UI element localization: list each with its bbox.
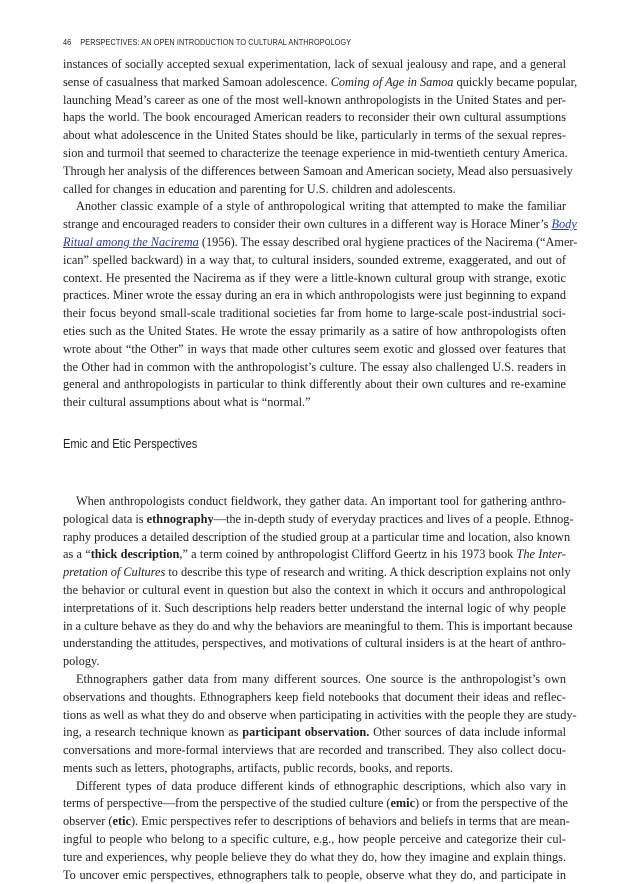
text-line: Another classic example of a style of anthropological writing that attempted to make the familiar <box>76 199 566 214</box>
text-line: the behavior or cultural event in question but also the context in which it occurs and anthropological <box>63 582 566 597</box>
text-line: interpretations of it. Such descriptions help readers better understand the internal logic of why people <box>63 600 566 615</box>
text-line: conversations and more-formal interviews that are recorded and transcribed. They also collect docu- <box>63 743 566 758</box>
text-line: haps the world. The book encouraged American readers to reconsider their own cultural assumptions <box>63 110 566 125</box>
text-line: Ethnographers gather data from many different sources. One source is the anthropologist’s own <box>76 671 566 686</box>
text-line: their focus beyond small-scale traditional societies far from home to large-scale post-industrial soci- <box>63 306 566 321</box>
section-spacer <box>63 453 566 493</box>
text-line: When anthropologists conduct fieldwork, they gather data. An important tool for gathering anthro- <box>76 493 566 508</box>
term-ethnography: ethnography <box>146 511 214 526</box>
section-spacer <box>63 412 566 435</box>
term-etic: etic <box>112 814 131 829</box>
section-heading: Emic and Etic Perspectives <box>63 436 198 451</box>
text-line: pological data is ethnography—the in-depth study of everyday practices and lives of a people. Ethnog- <box>63 511 574 526</box>
text-line: the Other had in common with the anthropologist’s culture. The essay also challenged U.S. readers in <box>63 359 566 374</box>
text-line: ture and experiences, why people believe they do what they do, how they imagine and explain things. <box>63 849 566 864</box>
paragraph-emic-etic <box>63 778 570 884</box>
text-line: Different types of data produce different kinds of ethnographic descriptions, which also vary in <box>76 778 566 793</box>
text-line: instances of socially accepted sexual experimentation, lack of sexual jealousy and rape, and a general <box>63 57 566 71</box>
text-line: observations and thoughts. Ethnographers keep field notebooks that document their ideas and reflec- <box>63 689 566 704</box>
running-header <box>63 37 351 47</box>
text-line: their cultural assumptions about what is “normal.” <box>63 395 311 410</box>
book-title-continued: pretation of Cultures <box>63 565 166 580</box>
text-line: sion and turmoil that seemed to characterize the teenage experience in mid-twentieth century America. <box>63 145 568 160</box>
text-line: understanding the attitudes, perspectives, and motivations of cultural insiders is at the heart of anthro- <box>63 636 566 651</box>
text-line: raphy produces a detailed description of the studied group at a particular time and location, also known <box>63 529 571 544</box>
paragraph-nacirema <box>63 198 578 412</box>
paragraph-ethnography <box>63 493 574 671</box>
text-line: ican” spelled backward) in a way that, to cultural insiders, sounded extreme, exaggerated, and out of <box>63 252 566 267</box>
paragraph-data-sources <box>63 671 577 778</box>
text-line: as a “thick description,” a term coined by anthropologist Clifford Geertz in his 1973 book The Inter- <box>63 547 566 562</box>
text-line: in a culture behave as they do and why the behaviors are meaningful to them. This is important because <box>63 618 573 633</box>
text-line: about what adolescence in the United States should be like, particularly in terms of the sexual repres- <box>63 128 566 143</box>
text-line: pretation of Cultures to describe this type of research and writing. A thick description explains not only <box>63 565 571 580</box>
text-line: strange and encouraged readers to consider their own cultures in a different way is Horace Miner’s Body <box>63 217 577 232</box>
text-line: general and anthropologists in particular to think differently about their own cultures and re-examine <box>63 377 566 392</box>
term-participant-observation: participant observation. <box>242 725 370 740</box>
text-line: practices. Miner wrote the essay during an era in which anthropologists were just beginning to expand <box>63 288 566 303</box>
text-line: ments such as letters, photographs, artifacts, public records, books, and reports. <box>63 760 453 775</box>
text-line: sense of casualness that marked Samoan adolescence. Coming of Age in Samoa quickly became popular, <box>63 74 578 89</box>
text-line: terms of perspective—from the perspective of the studied culture (emic) or from the perspective of the <box>63 796 569 811</box>
running-title: PERSPECTIVES: AN OPEN INTRODUCTION TO CULTURAL ANTHROPOLOGY <box>80 37 352 47</box>
book-title: The Inter- <box>516 547 566 562</box>
text-line: ingful to people who belong to a specific culture, e.g., how people perceive and categorize their cul- <box>63 832 566 847</box>
text-line: Through her analysis of the differences between Samoan and American society, Mead also persuasively <box>63 163 573 178</box>
paragraph-samoa <box>63 56 578 198</box>
body-ritual-link[interactable]: Body <box>551 217 577 232</box>
term-thick-description: thick description <box>90 547 180 562</box>
page-number: 46 <box>63 37 72 47</box>
text-line: wrote about “the Other” in ways that made other cultures seem exotic and glossed over features that <box>63 341 566 356</box>
body-ritual-link-continued[interactable]: Ritual among the Nacirema <box>63 234 199 249</box>
text-line: called for changes in education and parenting for U.S. children and adolescents. <box>63 181 456 196</box>
text-line: To uncover emic perspectives, ethnographers talk to people, observe what they do, and participate in <box>63 867 566 882</box>
text-line: Ritual among the Nacirema (1956). The essay described oral hygiene practices of the Nacirema (“Amer- <box>63 234 578 249</box>
text-line: pology. <box>63 654 100 669</box>
text-line: tions as well as what they do and observe when participating in activities with the people they are study- <box>63 707 577 722</box>
text-line: observer (etic). Emic perspectives refer to descriptions of behaviors and beliefs in terms that are mean- <box>63 814 570 829</box>
term-emic: emic <box>390 796 416 811</box>
text-line: ing, a research technique known as participant observation. Other sources of data include informal <box>63 725 566 740</box>
text-line: launching Mead’s career as one of the most well-known anthropologists in the United States and per- <box>63 92 566 107</box>
book-title: Coming of Age in Samoa <box>330 74 454 89</box>
text-line: eties such as the United States. He wrote the essay primarily as a satire of how anthropologists often <box>63 323 566 338</box>
text-line: context. He presented the Nacirema as if they were a little-known cultural group with strange, exotic <box>63 270 566 285</box>
page-body <box>63 56 578 884</box>
